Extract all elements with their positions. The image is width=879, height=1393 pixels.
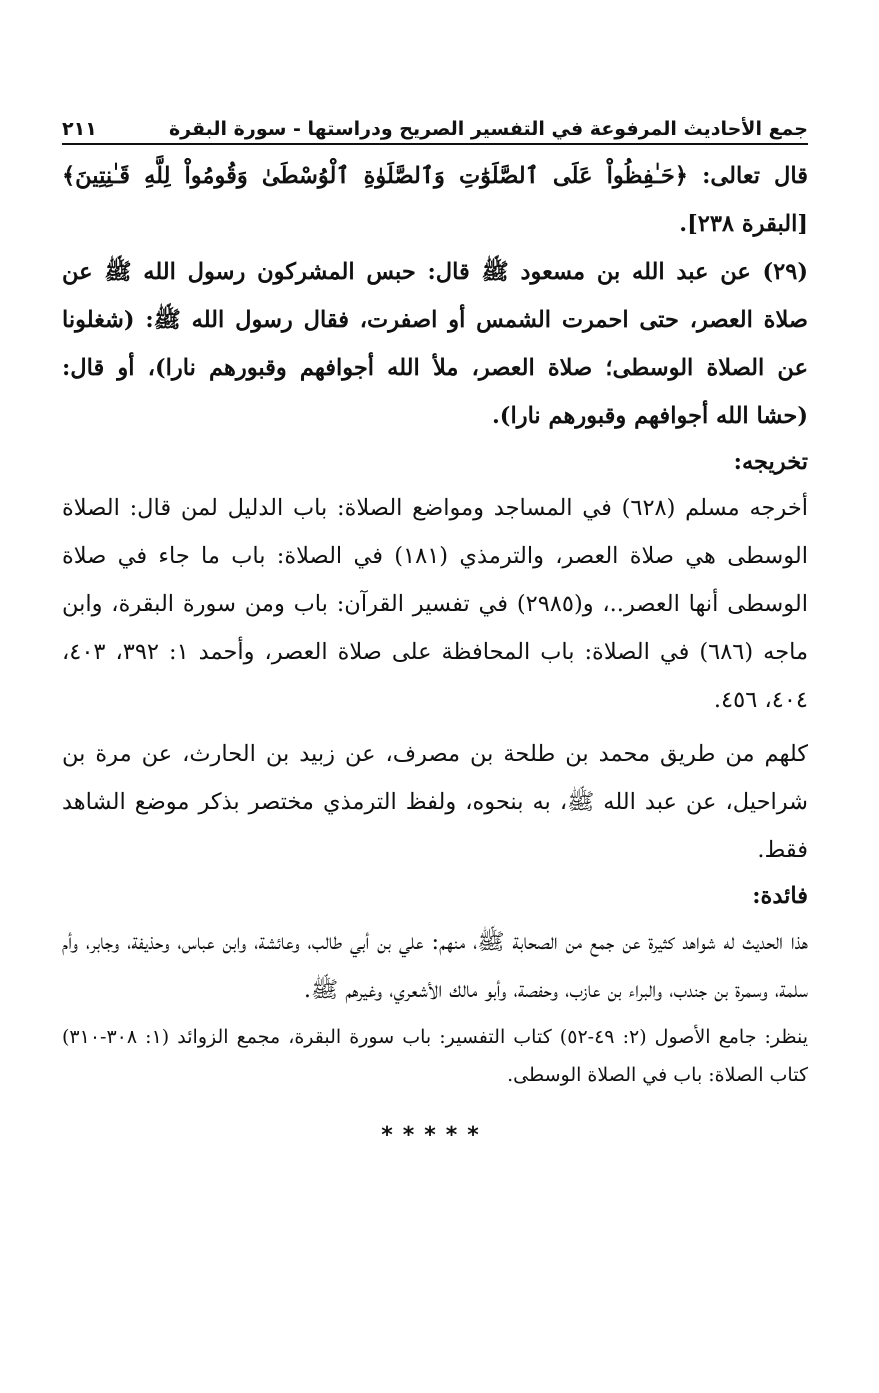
- hadith-paragraph: (٢٩) عن عبد الله بن مسعود ﷺ قال: حبس المشركون رسول الله ﷺ عن صلاة العصر، حتى احمرت الشمس أو اصفرت، فقال رسول الله ﷺ: (شغلونا عن الصلاة الوسطى؛ صلاة العصر، ملأ الله أجوافهم وقبورهم نارا)، أو قال: (حشا الله أجوافهم وقبورهم نارا).: [62, 259, 808, 429]
- header-divider: [62, 143, 808, 145]
- page-number: ٢١١: [62, 118, 97, 140]
- takhrij-chain-paragraph: كلهم من طريق محمد بن طلحة بن مصرف، عن زبيد بن الحارث، عن مرة بن شراحيل، عن عبد الله ﷺ، به بنحوه، ولفظ الترمذي مختصر بذكر موضع الشاهد فقط.: [62, 741, 808, 863]
- quran-verse-paragraph: قال تعالى: ﴿حَـٰفِظُواْ عَلَى ٱلصَّلَوَٰتِ وَٱلصَّلَوٰةِ ٱلْوُسْطَىٰ وَقُومُواْ لِلَّهِ قَـٰنِتِينَ﴾ [البقرة ٢٣٨].: [62, 163, 808, 237]
- faida-heading: فائدة:: [752, 883, 808, 909]
- takhrij-heading: تخريجه:: [733, 449, 808, 475]
- faida-paragraph: هذا الحديث له شواهد كثيرة عن جمع من الصحابة ﷺ، منهم: علي بن أبي طالب، وعائشة، وابن عباس، وحذيفة، وجابر، وأم سلمة، وسمرة بن جندب، والبراء بن عازب، وحفصة، وأبو مالك الأشعري، وغيرهم ﷺ.: [62, 929, 808, 1003]
- running-header: [62, 104, 808, 140]
- section-separator: *****: [381, 1123, 489, 1148]
- page-body: [62, 152, 808, 1160]
- references-paragraph: ينظر: جامع الأصول (٢: ٤٩-٥٢) كتاب التفسير: باب سورة البقرة، مجمع الزوائد (١: ٣٠٨-٣١٠) كتاب الصلاة: باب في الصلاة الوسطى.: [62, 1026, 809, 1086]
- running-header-title: جمع الأحاديث المرفوعة في التفسير الصريح ودراستها - سورة البقرة: [168, 118, 808, 140]
- takhrij-paragraph: أخرجه مسلم (٦٢٨) في المساجد ومواضع الصلاة: باب الدليل لمن قال: الصلاة الوسطى هي صلاة العصر، والترمذي (١٨١) في الصلاة: باب ما جاء في صلاة الوسطى أنها العصر..، و(٢٩٨٥) في تفسير القرآن: باب ومن سورة البقرة، وابن ماجه (٦٨٦) في الصلاة: باب المحافظة على صلاة العصر، وأحمد ١: ٣٩٢، ٤٠٣، ٤٠٤، ٤٥٦.: [62, 495, 809, 713]
